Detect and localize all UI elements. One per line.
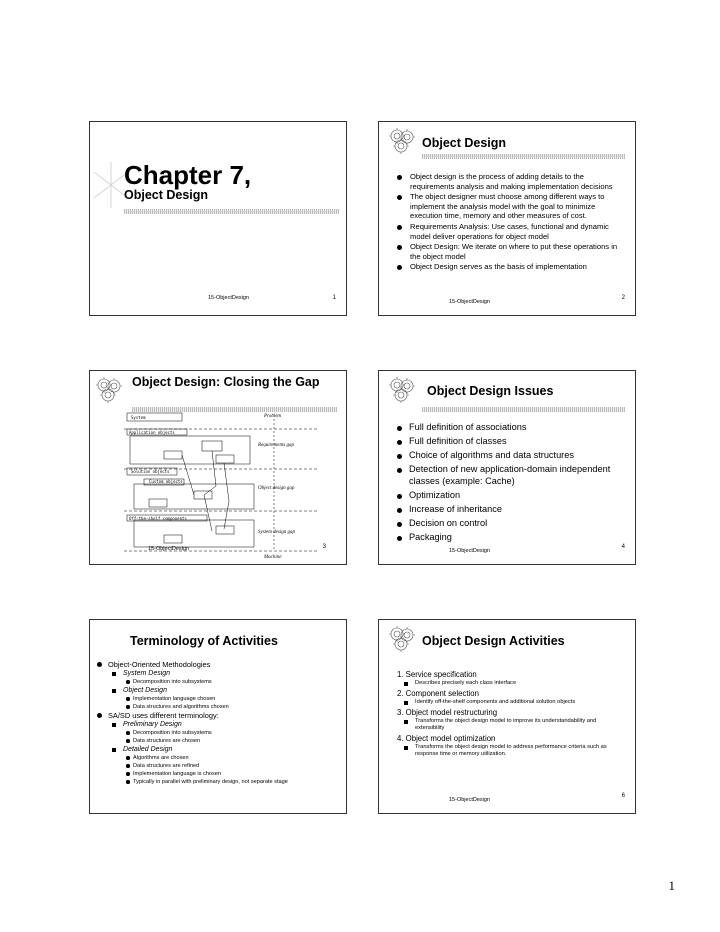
gap-diagram — [124, 411, 344, 559]
diagram-label-custom-objects: Custom objects — [149, 479, 183, 484]
slide-number: 6 — [621, 793, 625, 799]
slide-footer: 15-ObjectDesign — [148, 546, 189, 552]
diagram-label-system-design-gap: System design gap — [258, 530, 295, 535]
slide-footer: 15-ObjectDesign — [449, 548, 490, 554]
level3-item: Implementation language is chosen — [96, 770, 344, 778]
square-bullet-icon — [404, 746, 408, 750]
diagram-label-solution-objects: Solution objects — [131, 469, 170, 474]
bullet-icon — [397, 536, 402, 541]
level3-item: Decomposition into subsystems — [96, 729, 344, 737]
slide-5 — [89, 619, 347, 814]
divider — [422, 154, 625, 159]
bullet-icon — [397, 195, 402, 200]
bullet-icon — [126, 756, 130, 760]
diagram-label-problem: Problem — [264, 414, 282, 419]
level2-item: Object Design — [96, 686, 344, 695]
bullet-icon — [397, 522, 402, 527]
slide-6 — [378, 619, 636, 814]
slide-2 — [378, 121, 636, 316]
bullet-icon — [97, 713, 102, 718]
bullet-icon — [397, 508, 402, 513]
slide-title: Object Design Activities — [422, 634, 565, 648]
bullet-list — [397, 172, 625, 272]
level3-item: Data structures are chosen — [96, 737, 344, 745]
divider — [124, 209, 339, 214]
bullet-item: Object design is the process of adding details to the requirements analysis and making implementation decisions — [397, 172, 625, 191]
slide-number: 2 — [621, 295, 625, 301]
bullet-icon — [126, 680, 130, 684]
bullet-icon — [126, 705, 130, 709]
square-bullet-icon — [112, 672, 116, 676]
bullet-item: Requirements Analysis: Use cases, functional and dynamic model deliver operations for object model — [397, 222, 625, 241]
bullet-icon — [126, 739, 130, 743]
bullet-icon — [397, 426, 402, 431]
bullet-item: Full definition of associations — [397, 422, 625, 434]
bullet-item: Optimization — [397, 490, 625, 502]
bullet-item: Detection of new application-domain independent classes (example: Cache) — [397, 464, 625, 487]
bullet-item: Choice of algorithms and data structures — [397, 450, 625, 462]
slide-subtitle: Object Design — [124, 188, 209, 202]
diagram-label-off-the-shelf: Off-the-shelf components — [129, 516, 187, 521]
square-bullet-icon — [112, 689, 116, 693]
activity-list — [397, 670, 627, 758]
bullet-icon — [397, 265, 402, 270]
bullet-icon — [126, 772, 130, 776]
bullet-item: Full definition of classes — [397, 436, 625, 448]
bullet-icon — [397, 440, 402, 445]
level2-item: Detailed Design — [96, 745, 344, 754]
activity-list — [96, 660, 344, 786]
divider — [422, 407, 625, 412]
activity-detail: Identify off-the-shelf components and additional solution objects — [397, 699, 627, 706]
bullet-item: Object Design serves as the basis of implementation — [397, 262, 625, 272]
bullet-icon — [126, 764, 130, 768]
page-number: 1 — [668, 878, 675, 893]
slide-title: Object Design: Closing the Gap — [132, 375, 320, 389]
square-bullet-icon — [404, 720, 408, 724]
level2-item: System Design — [96, 669, 344, 678]
level3-item: Algorithms are chosen — [96, 754, 344, 762]
gears-icon — [387, 375, 417, 405]
bullet-icon — [397, 494, 402, 499]
square-bullet-icon — [404, 682, 408, 686]
level3-item: Typically in parallel with preliminary design, not separate stage — [96, 778, 344, 786]
level1-item: Object-Oriented Methodologies — [96, 660, 344, 669]
slide-footer: 15-ObjectDesign — [449, 299, 490, 305]
activity-heading: 2. Component selection — [397, 689, 479, 698]
gears-icon — [387, 126, 417, 156]
level3-item: Decomposition into subsystems — [96, 678, 344, 686]
diagram-label-requirements-gap: Requirements gap — [258, 443, 295, 448]
bullet-icon — [397, 245, 402, 250]
bullet-item: Object Design: We iterate on where to put these operations in the object model — [397, 242, 625, 261]
bullet-item: Decision on control — [397, 518, 625, 530]
level3-item: Data structures and algorithms chosen — [96, 703, 344, 711]
slide-footer: 15-ObjectDesign — [449, 797, 490, 803]
activity-detail: Transforms the object design model to address performance criteria such as response time or memory utilization. — [397, 744, 627, 758]
bullet-icon — [397, 175, 402, 180]
diagram-label-application-objects: Application objects — [129, 430, 175, 435]
square-bullet-icon — [112, 748, 116, 752]
level3-item: Data structures are refined — [96, 762, 344, 770]
bullet-icon — [397, 468, 402, 473]
slide-number: 4 — [621, 544, 625, 550]
slide-title: Terminology of Activities — [130, 634, 278, 648]
diagram-label-machine: Machine — [264, 555, 282, 559]
bullet-icon — [397, 454, 402, 459]
activity-heading: 3. Object model restructuring — [397, 708, 498, 717]
bullet-icon — [97, 662, 102, 667]
bullet-icon — [126, 697, 130, 701]
gears-icon — [387, 624, 417, 654]
level1-item: SA/SD uses different terminology: — [96, 711, 344, 720]
slide-1 — [89, 121, 347, 316]
level3-item: Implementation language chosen — [96, 695, 344, 703]
activity-detail: Describes precisely each class interface — [397, 680, 627, 687]
bullet-icon — [126, 780, 130, 784]
slide-number: 1 — [332, 295, 336, 301]
diagram-label-system: System — [131, 415, 146, 420]
slide-title: Object Design Issues — [427, 384, 554, 398]
activity-detail: Transforms the object design model to improve its understandability and extensibility — [397, 718, 627, 732]
bullet-icon — [126, 731, 130, 735]
gears-icon — [94, 375, 124, 405]
slide-title: Object Design — [422, 136, 507, 150]
bullet-icon — [397, 225, 402, 230]
bullet-item: Packaging — [397, 532, 625, 544]
slide-number: 3 — [322, 544, 326, 550]
slide-3 — [89, 370, 347, 565]
square-bullet-icon — [404, 701, 408, 705]
slide-title: Chapter 7, — [124, 160, 252, 190]
activity-heading: 1. Service specification — [397, 670, 477, 679]
square-bullet-icon — [112, 723, 116, 727]
diagram-label-object-design-gap: Object design gap — [258, 486, 295, 491]
activity-heading: 4. Object model optimization — [397, 734, 496, 743]
slide-4 — [378, 370, 636, 565]
slide-footer: 15-ObjectDesign — [208, 295, 249, 301]
bullet-item: Increase of inheritance — [397, 504, 625, 516]
level2-item: Preliminary Design — [96, 720, 344, 729]
bullet-item: The object designer must choose among different ways to implement the analysis model with the goal to minimize execution time, memory and other measures of cost. — [397, 192, 625, 221]
bullet-list — [397, 422, 625, 543]
